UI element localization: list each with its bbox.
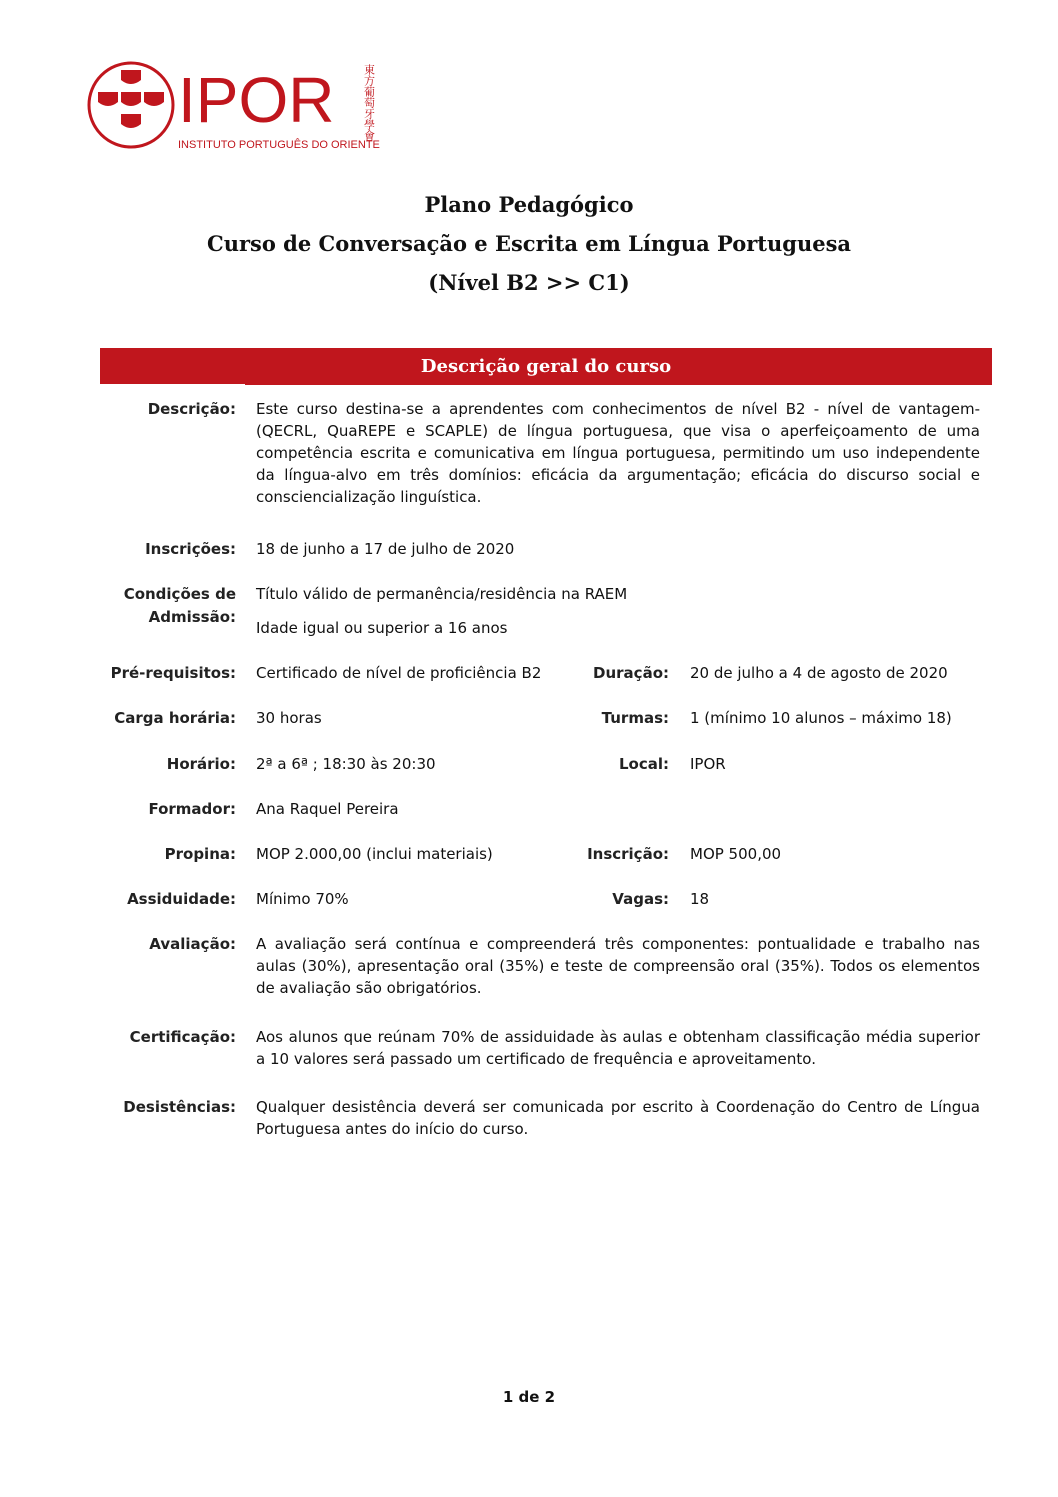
local-value: IPOR (690, 755, 726, 773)
vagas-value: 18 (690, 890, 710, 908)
inscricao-fee-value: MOP 500,00 (690, 845, 782, 863)
formador-label: Formador: (148, 800, 236, 818)
document-header (0, 190, 1058, 307)
certificacao-value: Aos alunos que reúnam 70% de assiduidade às aulas e obtenham classificação média superior a 10 valores será passado um certificado de frequência e aproveitamento. (256, 1028, 980, 1068)
turmas-label: Turmas: (601, 709, 669, 727)
logo-wordmark: IPOR (178, 64, 335, 136)
carga-label: Carga horária: (114, 709, 236, 727)
propina-value: MOP 2.000,00 (inclui materiais) (256, 845, 493, 863)
horario-label: Horário: (166, 755, 236, 773)
ipor-logo-graphic (86, 60, 386, 160)
desistencias-value: Qualquer desistência deverá ser comunicada por escrito à Coordenação do Centro de Língua Portuguesa antes do início do curso. (256, 1098, 980, 1138)
vagas-label: Vagas: (612, 890, 669, 908)
prerequisitos-label: Pré-requisitos: (110, 664, 236, 682)
descricao-value: Este curso destina-se a aprendentes com conhecimentos de nível B2 - nível de vantagem- (QECRL, QuaREPE e SCAPLE) de língua portuguesa, que visa o aperfeiçoamento de uma competência escrita e comunicativa em língua portuguesa, permitindo um uso independente da língua-alvo em três domínios: eficácia da argumentação; eficácia do discurso social e consciencialização linguística. (256, 400, 980, 506)
section-divider (245, 384, 992, 385)
descricao-label: Descrição: (147, 400, 236, 418)
propina-label: Propina: (164, 845, 236, 863)
formador-value: Ana Raquel Pereira (256, 800, 399, 818)
condicoes-label-line1: Condições de (123, 585, 236, 603)
course-title: Curso de Conversação e Escrita em Língua Portuguesa (206, 231, 852, 256)
inscricao-fee-label: Inscrição: (587, 845, 669, 863)
certificacao-label: Certificação: (129, 1028, 236, 1046)
logo-chinese: 東方葡萄牙學會 (362, 64, 376, 141)
condicoes-value-line2: Idade igual ou superior a 16 anos (256, 619, 508, 637)
logo-subtitle: INSTITUTO PORTUGUÊS DO ORIENTE (178, 139, 380, 151)
course-level: (Nível B2 >> C1) (428, 270, 630, 295)
prerequisitos-value: Certificado de nível de proficiência B2 (256, 664, 542, 682)
page-number: 1 de 2 (502, 1388, 556, 1406)
avaliacao-label: Avaliação: (149, 935, 236, 953)
local-label: Local: (618, 755, 669, 773)
horario-value: 2ª a 6ª ; 18:30 às 20:30 (256, 755, 436, 773)
desistencias-label: Desistências: (123, 1098, 236, 1116)
inscricoes-value: 18 de junho a 17 de julho de 2020 (256, 540, 515, 558)
document-title: Plano Pedagógico (424, 192, 634, 217)
inscricoes-label: Inscrições: (145, 540, 236, 558)
condicoes-value-line1: Título válido de permanência/residência na RAEM (256, 585, 628, 603)
condicoes-label-line2: Admissão: (148, 608, 236, 626)
ipor-logo (86, 60, 386, 160)
section-header: Descrição geral do curso (100, 348, 992, 384)
carga-value: 30 horas (256, 709, 322, 727)
turmas-value: 1 (mínimo 10 alunos – máximo 18) (690, 709, 952, 727)
assiduidade-value: Mínimo 70% (256, 890, 349, 908)
avaliacao-value: A avaliação será contínua e compreenderá três componentes: pontualidade e trabalho nas aulas (30%), apresentação oral (35%) e teste de compreensão oral (35%). Todos os elementos de avaliação são obrigatórios. (256, 935, 980, 997)
shield-icon (98, 70, 164, 128)
duracao-label: Duração: (593, 664, 669, 682)
assiduidade-label: Assiduidade: (127, 890, 236, 908)
duracao-value: 20 de julho a 4 de agosto de 2020 (690, 664, 948, 682)
